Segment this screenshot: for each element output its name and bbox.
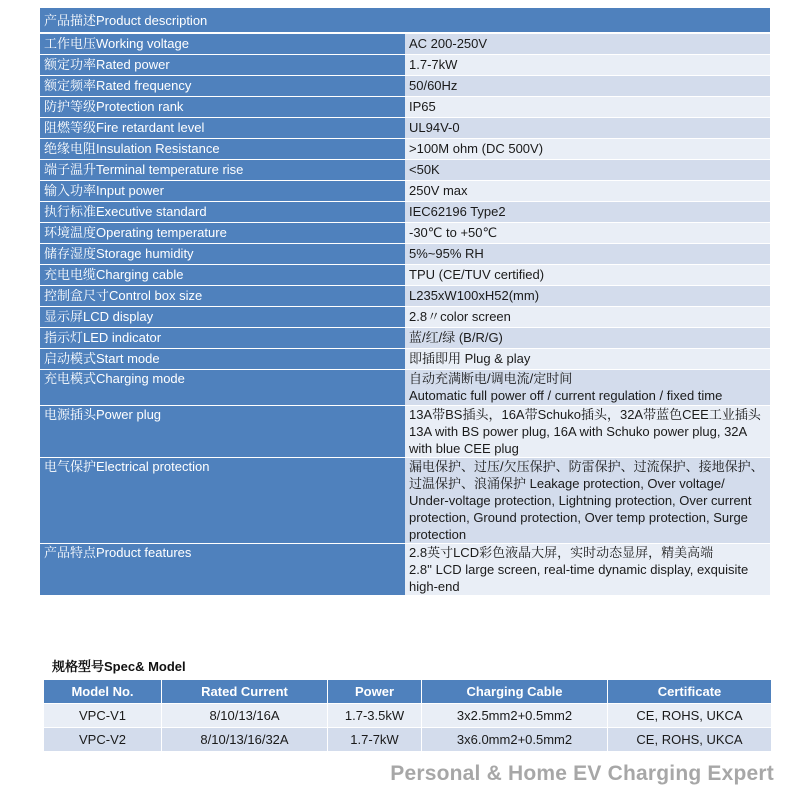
table-row [44,728,772,752]
col-header-current: Rated Current [162,680,328,704]
spec-row [40,117,770,138]
spec-row [40,327,770,348]
spec-label: 额定频率Rated frequency [40,75,405,96]
spec-value: 5%~95% RH [405,243,770,264]
spec-row [40,348,770,369]
col-header-power: Power [328,680,422,704]
spec-value: 自动充满断电/调电流/定时间 Automatic full power off / current regulation / fixed time [405,369,770,405]
spec-label: 储存湿度Storage humidity [40,243,405,264]
cell-current: 8/10/13/16A [162,704,328,728]
spec-label: 额定功率Rated power [40,54,405,75]
spec-label: 充电电缆Charging cable [40,264,405,285]
spec-label: 电源插头Power plug [40,405,405,457]
spec-value: 2.8〃color screen [405,306,770,327]
spec-row [40,222,770,243]
spec-row [40,180,770,201]
spec-value: 即插即用 Plug & play [405,348,770,369]
spec-value: 蓝/红/绿 (B/R/G) [405,327,770,348]
spec-row [40,285,770,306]
spec-label: 防护等级Protection rank [40,96,405,117]
spec-row [40,75,770,96]
spec-row [40,138,770,159]
spec-row [40,33,770,54]
spec-label: 环境温度Operating temperature [40,222,405,243]
cell-certificate: CE, ROHS, UKCA [608,728,772,752]
spec-row [40,369,770,405]
spec-value: AC 200-250V [405,33,770,54]
spec-label: 输入功率Input power [40,180,405,201]
cell-model: VPC-V2 [44,728,162,752]
spec-value: 漏电保护、过压/欠压保护、防雷保护、过流保护、接地保护、过温保护、浪涌保护 Leakage protection, Over voltage/ Under-voltage protection, Lightning protection, Over current protection, Ground protection, Over temp protection, Surge protection [405,457,770,543]
cell-certificate: CE, ROHS, UKCA [608,704,772,728]
model-header-row [44,680,772,704]
spec-label: 阻燃等级Fire retardant level [40,117,405,138]
cell-model: VPC-V1 [44,704,162,728]
spec-value: <50K [405,159,770,180]
spec-label: 启动模式Start mode [40,348,405,369]
spec-value: >100M ohm (DC 500V) [405,138,770,159]
spec-model-table [43,679,772,752]
spec-row [40,54,770,75]
spec-label: 执行标准Executive standard [40,201,405,222]
spec-value: 1.7-7kW [405,54,770,75]
spec-row [40,405,770,457]
spec-row [40,243,770,264]
col-header-certificate: Certificate [608,680,772,704]
description-header: 产品描述Product description [40,8,770,33]
cell-cable: 3x6.0mm2+0.5mm2 [422,728,608,752]
spec-value: IP65 [405,96,770,117]
spec-value: L235xW100xH52(mm) [405,285,770,306]
spec-row [40,159,770,180]
product-description-table [40,8,770,596]
spec-label: 工作电压Working voltage [40,33,405,54]
spec-row [40,306,770,327]
spec-row [40,457,770,543]
cell-power: 1.7-3.5kW [328,704,422,728]
spec-label: 产品特点Product features [40,543,405,595]
spec-row [40,201,770,222]
spec-label: 充电模式Charging mode [40,369,405,405]
cell-cable: 3x2.5mm2+0.5mm2 [422,704,608,728]
cell-current: 8/10/13/16/32A [162,728,328,752]
spec-label: 端子温升Terminal temperature rise [40,159,405,180]
spec-label: 控制盒尺寸Control box size [40,285,405,306]
spec-row [40,96,770,117]
spec-row [40,264,770,285]
col-header-cable: Charging Cable [422,680,608,704]
spec-model-title: 规格型号Spec& Model [52,659,186,674]
cell-power: 1.7-7kW [328,728,422,752]
spec-value: 13A带BS插头，16A带Schuko插头，32A带蓝色CEE工业插头 13A with BS power plug, 16A with Schuko power plug, 32A with blue CEE plug [405,405,770,457]
spec-value: UL94V-0 [405,117,770,138]
spec-value: TPU (CE/TUV certified) [405,264,770,285]
description-header-row [40,8,770,33]
table-row [44,704,772,728]
spec-value: -30℃ to +50℃ [405,222,770,243]
spec-label: 显示屏LCD display [40,306,405,327]
spec-label: 绝缘电阻Insulation Resistance [40,138,405,159]
footer-slogan: Personal & Home EV Charging Expert [390,762,774,785]
spec-value: 50/60Hz [405,75,770,96]
spec-value: 250V max [405,180,770,201]
col-header-model: Model No. [44,680,162,704]
spec-row [40,543,770,595]
spec-label: 电气保护Electrical protection [40,457,405,543]
spec-value: 2.8英寸LCD彩色液晶大屏，实时动态显屏，精美高端 2.8'' LCD large screen, real-time dynamic display, exquisite high-end [405,543,770,595]
spec-value: IEC62196 Type2 [405,201,770,222]
spec-label: 指示灯LED indicator [40,327,405,348]
